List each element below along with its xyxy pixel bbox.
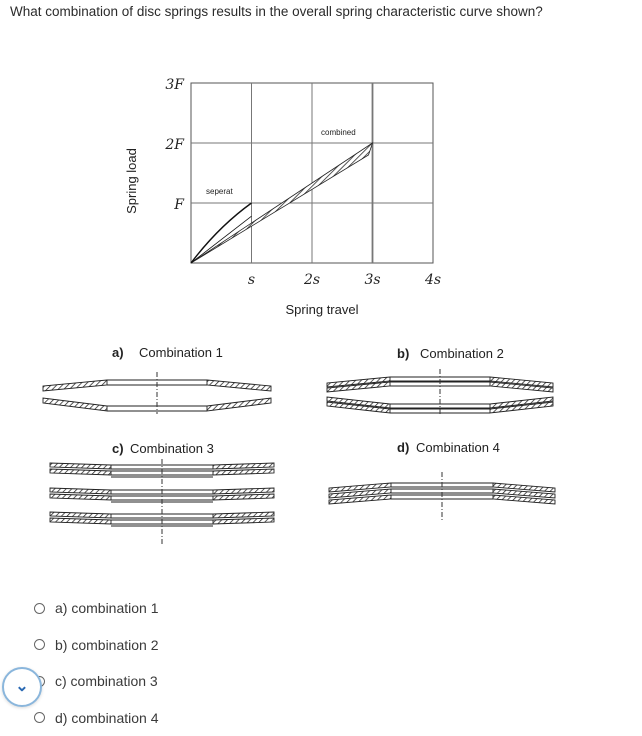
disc-right (213, 469, 274, 475)
option-c-label: c) combination 3 (55, 673, 158, 689)
disc-left (50, 488, 111, 494)
combination-1-diagram (43, 372, 271, 414)
seperat-curve-lower (191, 216, 252, 263)
label-b-letter: b) (397, 346, 409, 361)
disc-left (43, 380, 107, 391)
label-c-letter: c) (112, 441, 124, 456)
y-tick-label: 3F (165, 77, 185, 93)
chevron-down-icon: ⌄ (15, 679, 28, 695)
annotation-combined: combined (321, 128, 356, 137)
tick-labels (164, 77, 441, 288)
combination-2-diagram (327, 369, 553, 416)
seperat-curve (191, 203, 252, 263)
disc-right (213, 494, 274, 500)
option-d[interactable] (34, 700, 159, 736)
disc-right (207, 380, 271, 391)
disc-right (213, 463, 274, 469)
radio-b[interactable] (34, 639, 45, 650)
disc-left (50, 469, 111, 475)
option-a-label: a) combination 1 (55, 600, 159, 616)
disc-left (50, 512, 111, 518)
x-axis-label: Spring travel (286, 302, 359, 317)
disc-right (207, 398, 271, 411)
annotation-seperat: seperat (206, 187, 233, 196)
radio-a[interactable] (34, 603, 45, 614)
characteristic-chart (124, 77, 441, 317)
x-tick-label: 2s (303, 272, 320, 288)
disc-right (213, 512, 274, 518)
y-tick-label: 2F (164, 137, 185, 153)
option-b-label: b) combination 2 (55, 637, 159, 653)
option-b[interactable] (34, 627, 159, 664)
label-d-letter: d) (397, 440, 409, 455)
combination-4-diagram (329, 472, 555, 522)
expand-button[interactable] (2, 667, 42, 707)
option-d-label: d) combination 4 (55, 710, 159, 726)
label-a-letter: a) (112, 345, 124, 360)
disc-left (50, 518, 111, 524)
answer-options (34, 590, 159, 736)
label-a-name: Combination 1 (139, 345, 223, 360)
x-tick-label: s (248, 272, 255, 288)
y-tick-label: F (173, 197, 185, 213)
disc-left (43, 398, 107, 411)
y-axis-label: Spring load (124, 148, 139, 214)
label-d-name: Combination 4 (416, 440, 500, 455)
disc-left (50, 463, 111, 469)
grid-lines (191, 83, 433, 263)
disc-right (213, 518, 274, 524)
disc-right (213, 488, 274, 494)
label-b-name: Combination 2 (420, 346, 504, 361)
label-c-name: Combination 3 (130, 441, 214, 456)
option-a[interactable] (34, 590, 159, 627)
question-text: What combination of disc springs results in the overall spring characteristic curve shown? (10, 4, 543, 19)
x-tick-label: 4s (424, 272, 441, 288)
combination-3-diagram (50, 459, 274, 545)
x-tick-label: 3s (364, 272, 380, 288)
disc-left (50, 494, 111, 500)
option-c[interactable] (34, 663, 159, 700)
